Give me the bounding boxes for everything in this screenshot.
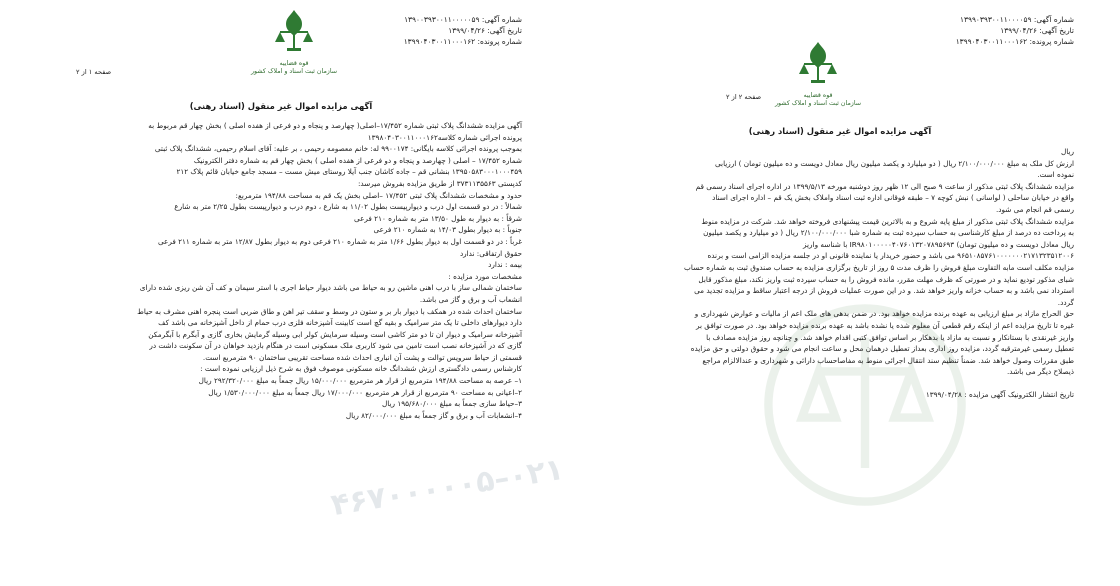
body-line: قسمتی از حیاط سرویس توالت و پشت آن انباری احداث شده مساحت تقریبی ساختمان ۹۰ مترمربع است. <box>202 352 522 362</box>
notice-title: آگهی مزایده اموال غیر منقول (اسناد رهنی) <box>189 101 373 111</box>
notice-meta <box>404 14 522 47</box>
body-line: شماره ۱۷/۴۵۲ – اصلی ( چهارصد و پنجاه و دو فرعی از هفده اصلی ) بخش چهار قم به شماره دفتر الکترونیک <box>193 155 522 165</box>
notice-body <box>588 146 1074 401</box>
ad-number: شماره آگهی: ۱۳۹۹۰۳۹۳۰۰۱۱۰۰۰۰۵۹ <box>960 15 1074 24</box>
body-line: شبای مذکور تودیع نماید و در صورتی که ظرف مهلت مقرر، مانده فروش را به حساب سپرده ثبت واریز نکند، مبلغ مذکور قابل <box>698 274 1074 284</box>
body-line: مزایده مکلف است مابه التفاوت مبلغ فروش را ظرف مدت ۵ روز از تاریخ برگزاری مزایده به حساب صندوق ثبت به شماره حساب <box>684 262 1074 272</box>
ad-number: شماره آگهی: ۱۳۹۰۰۳۹۳۰۰۱۱۰۰۰۰۰۵۹ <box>404 15 522 24</box>
case-number: شماره پرونده: ۱۳۹۹۰۴۰۳۰۰۱۱۰۰۰۱۶۲ <box>955 37 1074 46</box>
watermark-phone: ۰۲۱–۴۶۷۰۰۰۰۰۵ <box>328 451 567 524</box>
body-line: ساختمان شمالی ساز با درب اهنی ماشین رو به حیاط می باشد دیوار حیاط اجری با استر سیمان و کف آن شن ریزی شده دارای <box>139 283 522 293</box>
valuation-line: ۴–انشعابات آب و برق و گاز جمعاً به مبلغ ۸۲/۰۰۰/۰۰۰ ریال <box>345 410 522 420</box>
body-line: ارزش کل ملک به مبلغ ۲/۱۰۰/۰۰۰/۰۰۰ ریال ( دو میلیارد و یکصد میلیون ریال معادل دویست و ده میلیون تومان ) ارزیابی <box>715 158 1074 168</box>
notice-page-2 <box>566 0 1114 586</box>
org-name: سازمان ثبت اسناد و املاک کشور <box>250 68 338 75</box>
body-line: مشخصات مورد مزایده : <box>448 271 522 281</box>
valuation-line: ۳–حیاط سازی جمعاً به مبلغ ۱۹۵/۶۸۰/۰۰۰ ریال <box>382 399 522 409</box>
ad-date: تاریخ آگهی: ۱۳۹۹/۰۴/۲۶ <box>448 26 522 35</box>
body-line: کارشناس رسمی دادگستری ارزش ششدانگ خانه مسکونی موصوف فوق به شرح ذیل ارزیابی نموده است : <box>200 364 522 374</box>
body-line: ۱۳۹۵۰۵۸۳۰۰۰۱۰۰۰۴۵۹ بنشانی قم – جاده کاشان جنب آیلا روستای میش مست – مسجد جامع خیابان قائم پلاک ۲۱۲ <box>176 167 522 177</box>
body-line: مزایده ششدانگ پلاک ثبتی مذکور از ساعت ۹ صبح الی ۱۲ ظهر روز دوشنبه مورخه ۱۳۹۹/۵/۱۳ در اداره اجرای اسناد رسمی قم <box>695 181 1074 191</box>
body-line: دارد دیوارهای داخلی تا یک متر سرامیک و بقیه گچ است کابینت آشپزخانه فلزی درب حمام از داخل آشپزخانه می باشد کف <box>158 318 522 328</box>
page-number: صفحه ۲ از ۲ <box>726 93 762 101</box>
body-line: حق الحراج مازاد بر مبلغ ارزیابی به عهده برنده مزایده خواهد بود. در ضمن بدهی های ملک اعم از مالیات و عوارض شهرداری و <box>694 309 1074 319</box>
body-line: حدود و مشخصات ششدانگ پلاک ثبتی ۱۷/۴۵۲ –اصلی بخش یک قم به مساحت ۱۹۴/۸۸ مترمربع: <box>235 190 522 200</box>
body-line: تعطیل رسمی غیرمترقبه گردد، مزایده روز اداری بعداز تعطیل درهمان محل و ساعت انجام می شود و حقوق دولتی و حق مزایده <box>690 344 1074 354</box>
body-line <box>588 378 1074 390</box>
body-line: غرباً : در دو قسمت اول به دیوار بطول ۱/۶۶ متر به شماره ۲۱۰ فرعی دوم به دیوار بطول ۱۲/۸۷ متر به شماره ۲۱۱ فرعی <box>158 236 522 246</box>
body-line: آگهی مزایده ششدانگ پلاک ثبتی شماره ۱۷/۴۵۲–اصلی( چهارصد و پنجاه و دو فرعی از هفده اصلی ) بخش چهار قم مربوط به <box>148 121 522 130</box>
body-line: شرقاً : به دیوار به طول ۱۳/۵۰ متر به شماره ۲۱۰ فرعی <box>354 213 522 223</box>
case-number: شماره پرونده: ۱۳۹۹۰۴۰۳۰۰۱۱۰۰۰۱۶۲ <box>403 37 522 46</box>
body-line: ریال <box>1061 147 1074 156</box>
body-line: کدپستی ۳۷۳۱۱۳۵۵۶۳ از طریق مزایده بفروش میرسد: <box>357 178 522 188</box>
body-line: واریز غیرنقدی با بستانکار و نسبت به مازاد یا بدهکار بر اساس توافق کتبی اقدام خواهد شد. و چنانچه روز مزایده مصادف با <box>706 332 1074 342</box>
body-line: ۹۶۵۱۰۸۵۷۶۱۰۰۰۰۰۰۰۲۱۷۱۳۲۳۵۱۲۰۰۶ می باشد و حضور خریدار یا نماینده قانونی او در جلسه مزایده الزامی است و برنده <box>707 251 1074 261</box>
body-line: ساختمان احداث شده در همکف با دیوار بار بر و ستون در وسط و سقف تیر اهن و طاق ضربی است پنجره اهنی مشرف به حیاط <box>137 306 522 316</box>
judiciary-label: قوه قضاییه <box>803 92 833 99</box>
notice-meta <box>956 14 1074 47</box>
notice-body <box>32 120 522 421</box>
valuation-line: ۲–اعیانی به مساحت ۹۰ مترمربع از قرار هر مترمربع ۱۷/۰۰۰/۰۰۰ ریال جمعاً به مبلغ ۱/۵۳۰/۰۰۰/۰۰۰ ریال <box>208 387 522 397</box>
body-line: واقع در خیابان ساحلی ( لواسانی ) نبش کوچه ۷ – طبقه فوقانی اداره ثبت اسناد واملاک بخش یک قم – اداره اجرای اسناد <box>712 193 1074 203</box>
registration-org-logo <box>246 6 342 76</box>
org-name: سازمان ثبت اسناد و املاک کشور <box>774 100 862 107</box>
valuation-line: ۱– عرصه به مساحت ۱۹۴/۸۸ مترمربع از قرار هر مترمربع ۱۵/۰۰۰/۰۰۰ ریال جمعاً به مبلغ ۲۹۲/۳۲۰/۰۰۰ ریال <box>198 376 522 386</box>
body-line: بیمه : ندارد <box>488 260 522 270</box>
notice-title: آگهی مزایده اموال غیر منقول (اسناد رهنی) <box>748 126 932 136</box>
ad-date: تاریخ آگهی: ۱۳۹۹/۰۴/۲۶ <box>1000 26 1074 35</box>
body-line: ذیصلاح دیگر می باشد. <box>1006 367 1074 377</box>
body-line: مزایده ششدانگ پلاک ثبتی مذکور از مبلغ پایه شروع و به بالاترین قیمت پیشنهادی فروخته خواهد شد. شرکت در مزایده منوط <box>701 216 1074 226</box>
body-line: استرداد نمی باشد و به حساب خزانه واریز خواهد شد. و در این صورت عملیات فروش از درجه اعتبار ساقط و مزایده تجدید می <box>694 286 1074 296</box>
body-line: نموده است. <box>1037 170 1074 180</box>
body-line: حقوق ارتفاقی: ندارد <box>459 248 522 258</box>
judiciary-emblem-icon <box>246 6 342 60</box>
judiciary-label: قوه قضاییه <box>279 60 309 67</box>
body-line: رسمی قم انجام می شود. <box>995 204 1074 214</box>
body-line: پرونده اجرائی شماره کلاسه۱۳۹۸۰۴۰۳۰۰۱۱۰۰۰۱۶۲ <box>367 132 522 142</box>
body-line: ریال معادل دویست و ده میلیون تومان) IR۹۸۰۱۰۰۰۰۰۴۰۷۶۰۱۳۲۰۷۸۹۵۶۹۳ با شناسه واریز <box>803 239 1074 249</box>
body-line: گردد. <box>1057 297 1074 307</box>
body-line: شمالاً : در دو قسمت اول درب و دیوارپیست بطول ۱۱/۰۲ به شارع ، دوم درب و دیوارپیست بطول ۲/۲۵ متر به شارع <box>174 202 522 212</box>
judiciary-emblem-icon <box>770 38 866 92</box>
page-number: صفحه ۱ از ۲ <box>76 68 112 76</box>
body-line: بموجب پرونده اجرائی کلاسه بایگانی: ۹۹۰۰۱۷۴ له: خانم معصومه رحیمی ، بر علیه: آقای اسلام رحیمی، ششدانگ پلاک ثبتی <box>154 144 522 154</box>
notice-page-1 <box>6 0 556 586</box>
publication-date: تاریخ انتشار الکترونیک آگهی مزایده : ۱۳۹۹/۰۴/۲۸ <box>925 390 1074 400</box>
body-line: غیره تا تاریخ مزایده اعم از اینکه رقم قطعی آن معلوم شده یا نشده باشد به عهده برنده مزایده خواهد بود. در صورت توافق بر <box>695 320 1074 330</box>
body-line: آشپزخانه سرامیک و دیوار ان تا دو متر کاشی است وسیله سرمایش کولر ابی وسیله گرمایش بخاری گازی و آبگرم با آبگرمکن <box>148 329 522 339</box>
body-line: به پرداخت ده درصد از مبلغ کارشناسی به حساب سپرده ثبت به شماره شبا ۲/۱۰۰/۰۰۰/۰۰۰ ریال ( دو میلیارد و یکصد میلیون <box>703 228 1074 238</box>
body-line: گازی که در آشپزخانه نصب است تامین می شود کاربری ملک مسکونی است در هنگام بازدید خواهان در آن سکونت داشت در <box>149 341 522 351</box>
registration-org-logo <box>770 38 866 108</box>
body-line: طبق مقررات وصول خواهد شد. ضمناً تنظیم سند انتقال اجرائی منوط به مفاصاحساب دارائی و شهرداری و عندالالزام مراجع <box>702 355 1074 365</box>
body-line: انشعاب آب و برق و گاز می باشد. <box>419 294 522 304</box>
body-line: جنوباً : به دیوار بطول ۱۴/۰۳ به شماره ۲۱۰ فرعی <box>373 225 522 235</box>
